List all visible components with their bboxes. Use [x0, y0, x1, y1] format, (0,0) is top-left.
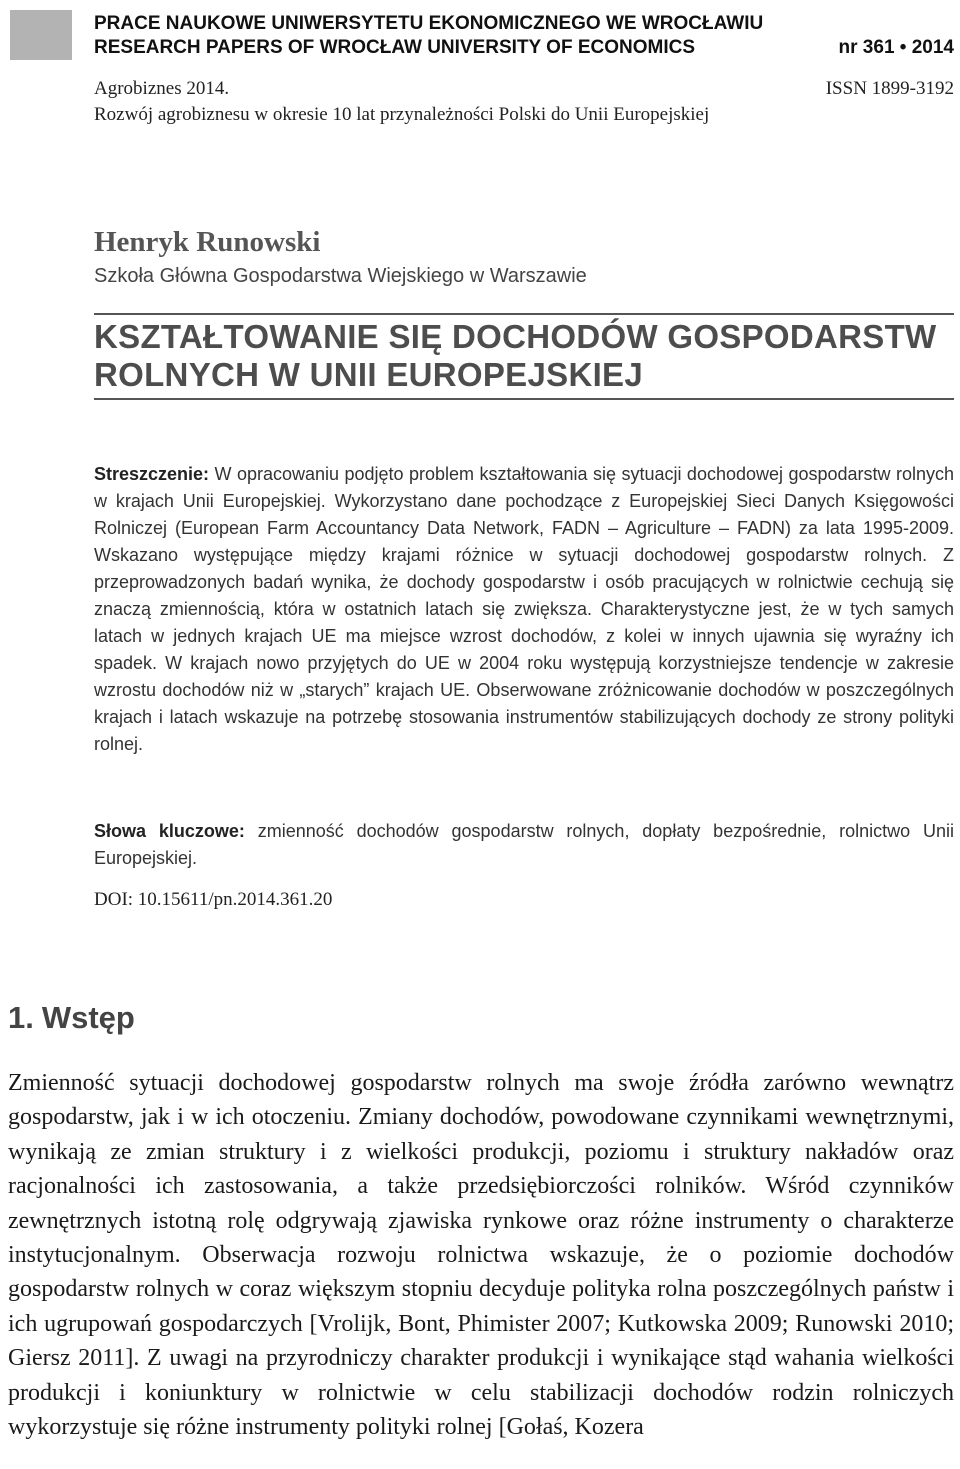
- section-title: Wstęp: [41, 1000, 135, 1035]
- keywords-text: zmienność dochodów gospodarstw rolnych, dopłaty bezpośrednie, rolnictwo Unii Europejskiej.: [94, 821, 954, 868]
- keywords: [94, 818, 954, 872]
- section-heading: [8, 1000, 135, 1036]
- abstract: [94, 461, 954, 758]
- doi: DOI: 10.15611/pn.2014.361.20: [94, 889, 333, 910]
- volume-row: [94, 76, 954, 102]
- author-affiliation: Szkoła Główna Gospodarstwa Wiejskiego w Warszawie: [94, 265, 587, 287]
- series-title-pl: PRACE NAUKOWE UNIWERSYTETU EKONOMICZNEGO WE WROCŁAWIU: [94, 13, 764, 34]
- issue-number: nr 361 • 2014: [838, 37, 954, 58]
- volume-meta: [94, 76, 954, 128]
- volume-name: Agrobiznes 2014.: [94, 78, 230, 99]
- series-title-en-row: [94, 36, 954, 60]
- series-title-en: RESEARCH PAPERS OF WROCŁAW UNIVERSITY OF ECONOMICS: [94, 37, 696, 58]
- article-title-line-1: KSZTAŁTOWANIE SIĘ DOCHODÓW GOSPODARSTW: [94, 318, 937, 355]
- keywords-label: Słowa kluczowe:: [94, 821, 245, 841]
- section-number: 1.: [8, 1000, 34, 1035]
- title-rule-bottom: [94, 398, 954, 400]
- issn: ISSN 1899-3192: [825, 78, 954, 99]
- abstract-text: W opracowaniu podjęto problem kształtowania się sytuacji dochodowej gospodarstw rolnych w krajach Unii Europejskiej. Wykorzystano dane pochodzące z Europejskiej Sieci Danych Księgowości Rolniczej (European Farm Accountancy Data Network, FADN – Agriculture – FADN) za lata 1995-2009. Wskazano występujące między krajami różnice w sytuacji dochodowej gospodarstw rolnych. Z przeprowadzonych badań wynika, że dochody gospodarstw i osób pracujących w rolnictwie cechują się znaczą zmiennością, która w ostatnich latach się zwiększa. Charakterystyczne jest, że w tych samych latach w jednych krajach UE ma miejsce wzrost dochodów, z kolei w innych ujawnia się wyraźny ich spadek. W krajach nowo przyjętych do UE w 2004 roku występują korzystniejsze tendencje w zakresie wzrostu dochodów niż w „starych” krajach UE. Obserwowane zróżnicowanie dochodów w poszczególnych krajach i latach wskazuje na potrzebę stosowania instrumentów stabilizujących dochody ze strony polityki rolnej.: [94, 464, 954, 754]
- article-title: [94, 318, 954, 394]
- title-rule-top: [94, 313, 954, 315]
- body-paragraph: Zmienność sytuacji dochodowej gospodarstw rolnych ma swoje źródła zarówno wewnątrz gospodarstw, jak i w ich otoczeniu. Zmiany dochodów, powodowane czynnikami wewnętrznymi, wynikają ze zmian struktury i z wielkości produkcji, poziomu i struktury nakładów oraz racjonalności ich zastosowania, a także przedsiębiorczości rolników. Wśród czynników zewnętrznych istotną rolę odgrywają zjawiska rynkowe oraz różne instrumenty o charakterze instytucjonalnym. Obserwacja rozwoju rolnictwa wskazuje, że o poziomie dochodów gospodarstw rolnych w coraz większym stopniu decyduje polityka rolna poszczególnych państw i ich ugrupowań gospodarczych [Vrolijk, Bont, Phimister 2007; Kutkowska 2009; Runowski 2010; Giersz 2011]. Z uwagi na przyrodniczy charakter produkcji i wynikające stąd wahania wielkości produkcji i koniunktury w rolnictwie w celu stabilizacji dochodów rodzin rolniczych wykorzystuje się różne instrumenty polityki rolnej [Gołaś, Kozera: [8, 1070, 954, 1441]
- series-header: [94, 12, 954, 60]
- author-name: Henryk Runowski: [94, 226, 321, 258]
- article-title-line-2: ROLNYCH W UNII EUROPEJSKIEJ: [94, 356, 644, 393]
- volume-subtitle: Rozwój agrobiznesu w okresie 10 lat przynależności Polski do Unii Europejskiej: [94, 104, 710, 125]
- header-gray-block: [10, 10, 72, 60]
- abstract-label: Streszczenie:: [94, 464, 210, 484]
